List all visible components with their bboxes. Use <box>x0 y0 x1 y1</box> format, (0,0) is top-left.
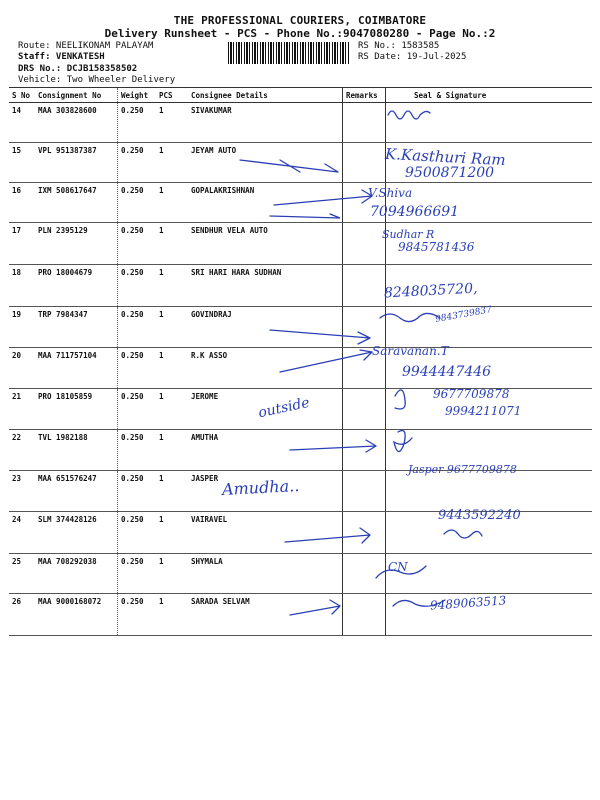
handwritten-signature-25: CN <box>388 560 408 574</box>
handwritten-signature-23: Amudha.. <box>221 475 300 500</box>
row-remarks <box>343 223 386 265</box>
row-pcs: 1 <box>156 594 188 636</box>
row-remarks <box>343 348 386 389</box>
row-weight: 0.250 <box>118 554 157 594</box>
row-weight: 0.250 <box>118 143 157 183</box>
row-signature <box>386 430 593 471</box>
handwritten-phone-20: 9944447446 <box>402 364 492 380</box>
table-row <box>9 183 592 223</box>
row-weight: 0.250 <box>118 471 157 512</box>
row-consignee: SHYMALA <box>188 554 343 594</box>
table-row <box>9 348 592 389</box>
row-signature <box>386 594 593 636</box>
row-signature <box>383 265 593 307</box>
table-row <box>9 143 592 183</box>
row-remarks <box>343 430 386 471</box>
col-signature: Seal & Signature <box>386 88 593 103</box>
table-row <box>9 265 592 307</box>
row-signature <box>386 512 593 554</box>
col-sno: S No <box>9 88 35 103</box>
table-row <box>9 307 592 348</box>
row-consignment-no: PLN 2395129 <box>35 223 118 265</box>
handwritten-phone-17: 9845781436 <box>398 240 475 254</box>
row-pcs: 1 <box>156 265 188 307</box>
row-remarks <box>343 183 386 223</box>
row-consignment-no: TVL 1982188 <box>35 430 118 471</box>
row-sno: 24 <box>9 512 35 554</box>
row-sno: 21 <box>9 389 35 430</box>
col-consignment: Consignment No <box>35 88 118 103</box>
table-row <box>9 389 592 430</box>
row-pcs: 1 <box>156 389 188 430</box>
row-pcs: 1 <box>156 471 188 512</box>
row-weight: 0.250 <box>118 430 157 471</box>
row-remarks <box>343 471 386 512</box>
row-consignee: AMUTHA <box>188 430 343 471</box>
row-consignment-no: PRO 18004679 <box>35 265 118 307</box>
row-consignee: VAIRAVEL <box>188 512 343 554</box>
row-consignee: JASPER <box>188 471 343 512</box>
row-sno: 20 <box>9 348 35 389</box>
row-sno: 14 <box>9 103 35 143</box>
table-row <box>9 554 592 594</box>
table-header-row <box>9 88 592 103</box>
row-remarks <box>343 143 386 183</box>
barcode <box>228 42 350 64</box>
row-consignment-no: MAA 708292038 <box>35 554 118 594</box>
handwritten-signature-16: V.Shiva <box>368 186 413 200</box>
col-consignee: Consignee Details <box>188 88 343 103</box>
col-pcs: PCS <box>156 88 188 103</box>
row-consignee: SIVAKUMAR <box>188 103 343 143</box>
row-signature <box>386 307 593 348</box>
row-weight: 0.250 <box>118 594 157 636</box>
row-consignee: GOPALAKRISHNAN <box>188 183 343 223</box>
row-signature <box>386 183 593 223</box>
row-consignee: GOVINDRAJ <box>188 307 343 348</box>
row-signature <box>386 471 593 512</box>
row-pcs: 1 <box>156 183 188 223</box>
handwritten-phone-24: 9443592240 <box>438 508 521 523</box>
row-remarks <box>343 554 386 594</box>
row-weight: 0.250 <box>118 103 157 143</box>
row-sno: 17 <box>9 223 35 265</box>
table-row <box>9 471 592 512</box>
table-row <box>9 223 592 265</box>
row-consignment-no: MAA 711757104 <box>35 348 118 389</box>
staff-info: Staff: VENKATESH <box>18 52 105 62</box>
drs-number: DRS No.: DCJB158358502 <box>18 64 138 74</box>
row-signature <box>386 223 593 265</box>
table-row <box>9 512 592 554</box>
row-signature <box>386 389 593 430</box>
row-remarks <box>343 389 386 430</box>
handwritten-signature-17: Sudhar R <box>382 228 435 241</box>
handwritten-signature-15: K.Kasthuri Ram <box>384 144 507 170</box>
row-weight: 0.250 <box>118 265 157 307</box>
handwritten-phone-21b: 9994211071 <box>445 404 522 418</box>
row-signature <box>386 103 593 143</box>
row-pcs: 1 <box>156 554 188 594</box>
row-signature <box>386 143 593 183</box>
row-weight: 0.250 <box>118 307 157 348</box>
handwritten-phone-19: 9843739837 <box>434 305 493 325</box>
row-sno: 26 <box>9 594 35 636</box>
rs-date: RS Date: 19-Jul-2025 <box>358 52 467 62</box>
col-remarks: Remarks <box>343 88 386 103</box>
row-remarks <box>343 307 386 348</box>
handwritten-phone-16: 7094966691 <box>370 204 460 220</box>
row-consignment-no: MAA 303828600 <box>35 103 118 143</box>
row-signature <box>386 554 593 594</box>
row-weight: 0.250 <box>118 183 157 223</box>
row-pcs: 1 <box>156 348 188 389</box>
row-consignment-no: IXM 508617647 <box>35 183 118 223</box>
runsheet-subtitle: Delivery Runsheet - PCS - Phone No.:9047080280 - Page No.:2 <box>104 27 496 40</box>
row-sno: 23 <box>9 471 35 512</box>
row-consignee: JEROME <box>188 389 343 430</box>
row-pcs: 1 <box>156 307 188 348</box>
route-info: Route: NEELIKONAM PALAYAM <box>18 41 154 51</box>
row-weight: 0.250 <box>118 348 157 389</box>
row-consignee: SENDHUR VELA AUTO <box>188 223 343 265</box>
row-consignment-no: PRO 18105859 <box>35 389 118 430</box>
handwritten-phone-18: 8248035720, <box>383 280 478 302</box>
table-row <box>9 594 592 636</box>
row-sno: 25 <box>9 554 35 594</box>
row-consignment-no: TRP 7984347 <box>35 307 118 348</box>
row-signature <box>386 348 593 389</box>
row-sno: 19 <box>9 307 35 348</box>
runsheet-table <box>9 87 592 636</box>
row-remarks <box>343 265 386 307</box>
table-row <box>9 430 592 471</box>
handwritten-phone-15: 9500871200 <box>405 165 495 181</box>
handwritten-remark-21: outside <box>256 394 312 422</box>
row-consignment-no: MAA 651576247 <box>35 471 118 512</box>
row-consignment-no: SLM 374428126 <box>35 512 118 554</box>
row-consignee: SARADA SELVAM <box>188 594 343 636</box>
vehicle-info: Vehicle: Two Wheeler Delivery <box>18 75 176 85</box>
row-consignment-no: MAA 9000168072 <box>35 594 118 636</box>
row-pcs: 1 <box>156 512 188 554</box>
row-sno: 15 <box>9 143 35 183</box>
row-sno: 18 <box>9 265 35 307</box>
row-remarks <box>343 512 386 554</box>
rs-number: RS No.: 1583585 <box>358 41 440 51</box>
company-title: THE PROFESSIONAL COURIERS, COIMBATORE <box>173 14 427 27</box>
handwritten-phone-26: 9489063513 <box>429 593 507 613</box>
col-weight: Weight <box>118 88 157 103</box>
row-pcs: 1 <box>156 430 188 471</box>
row-pcs: 1 <box>156 223 188 265</box>
row-consignee: JEYAM AUTO <box>188 143 343 183</box>
handwritten-phone-21a: 9677709878 <box>433 387 510 401</box>
row-consignment-no: VPL 951387387 <box>35 143 118 183</box>
row-remarks <box>343 594 386 636</box>
table-row <box>9 103 592 143</box>
row-weight: 0.250 <box>118 223 157 265</box>
handwritten-note-23: Jasper 9677709878 <box>408 463 517 476</box>
row-sno: 22 <box>9 430 35 471</box>
row-sno: 16 <box>9 183 35 223</box>
row-pcs: 1 <box>156 103 188 143</box>
row-weight: 0.250 <box>118 389 157 430</box>
row-weight: 0.250 <box>118 512 157 554</box>
handwritten-signature-20: Saravanan.T <box>372 344 449 358</box>
row-pcs: 1 <box>156 143 188 183</box>
row-consignee: R.K ASSO <box>188 348 343 389</box>
row-consignee: SRI HARI HARA SUDHAN <box>188 265 343 307</box>
row-remarks <box>343 103 386 143</box>
